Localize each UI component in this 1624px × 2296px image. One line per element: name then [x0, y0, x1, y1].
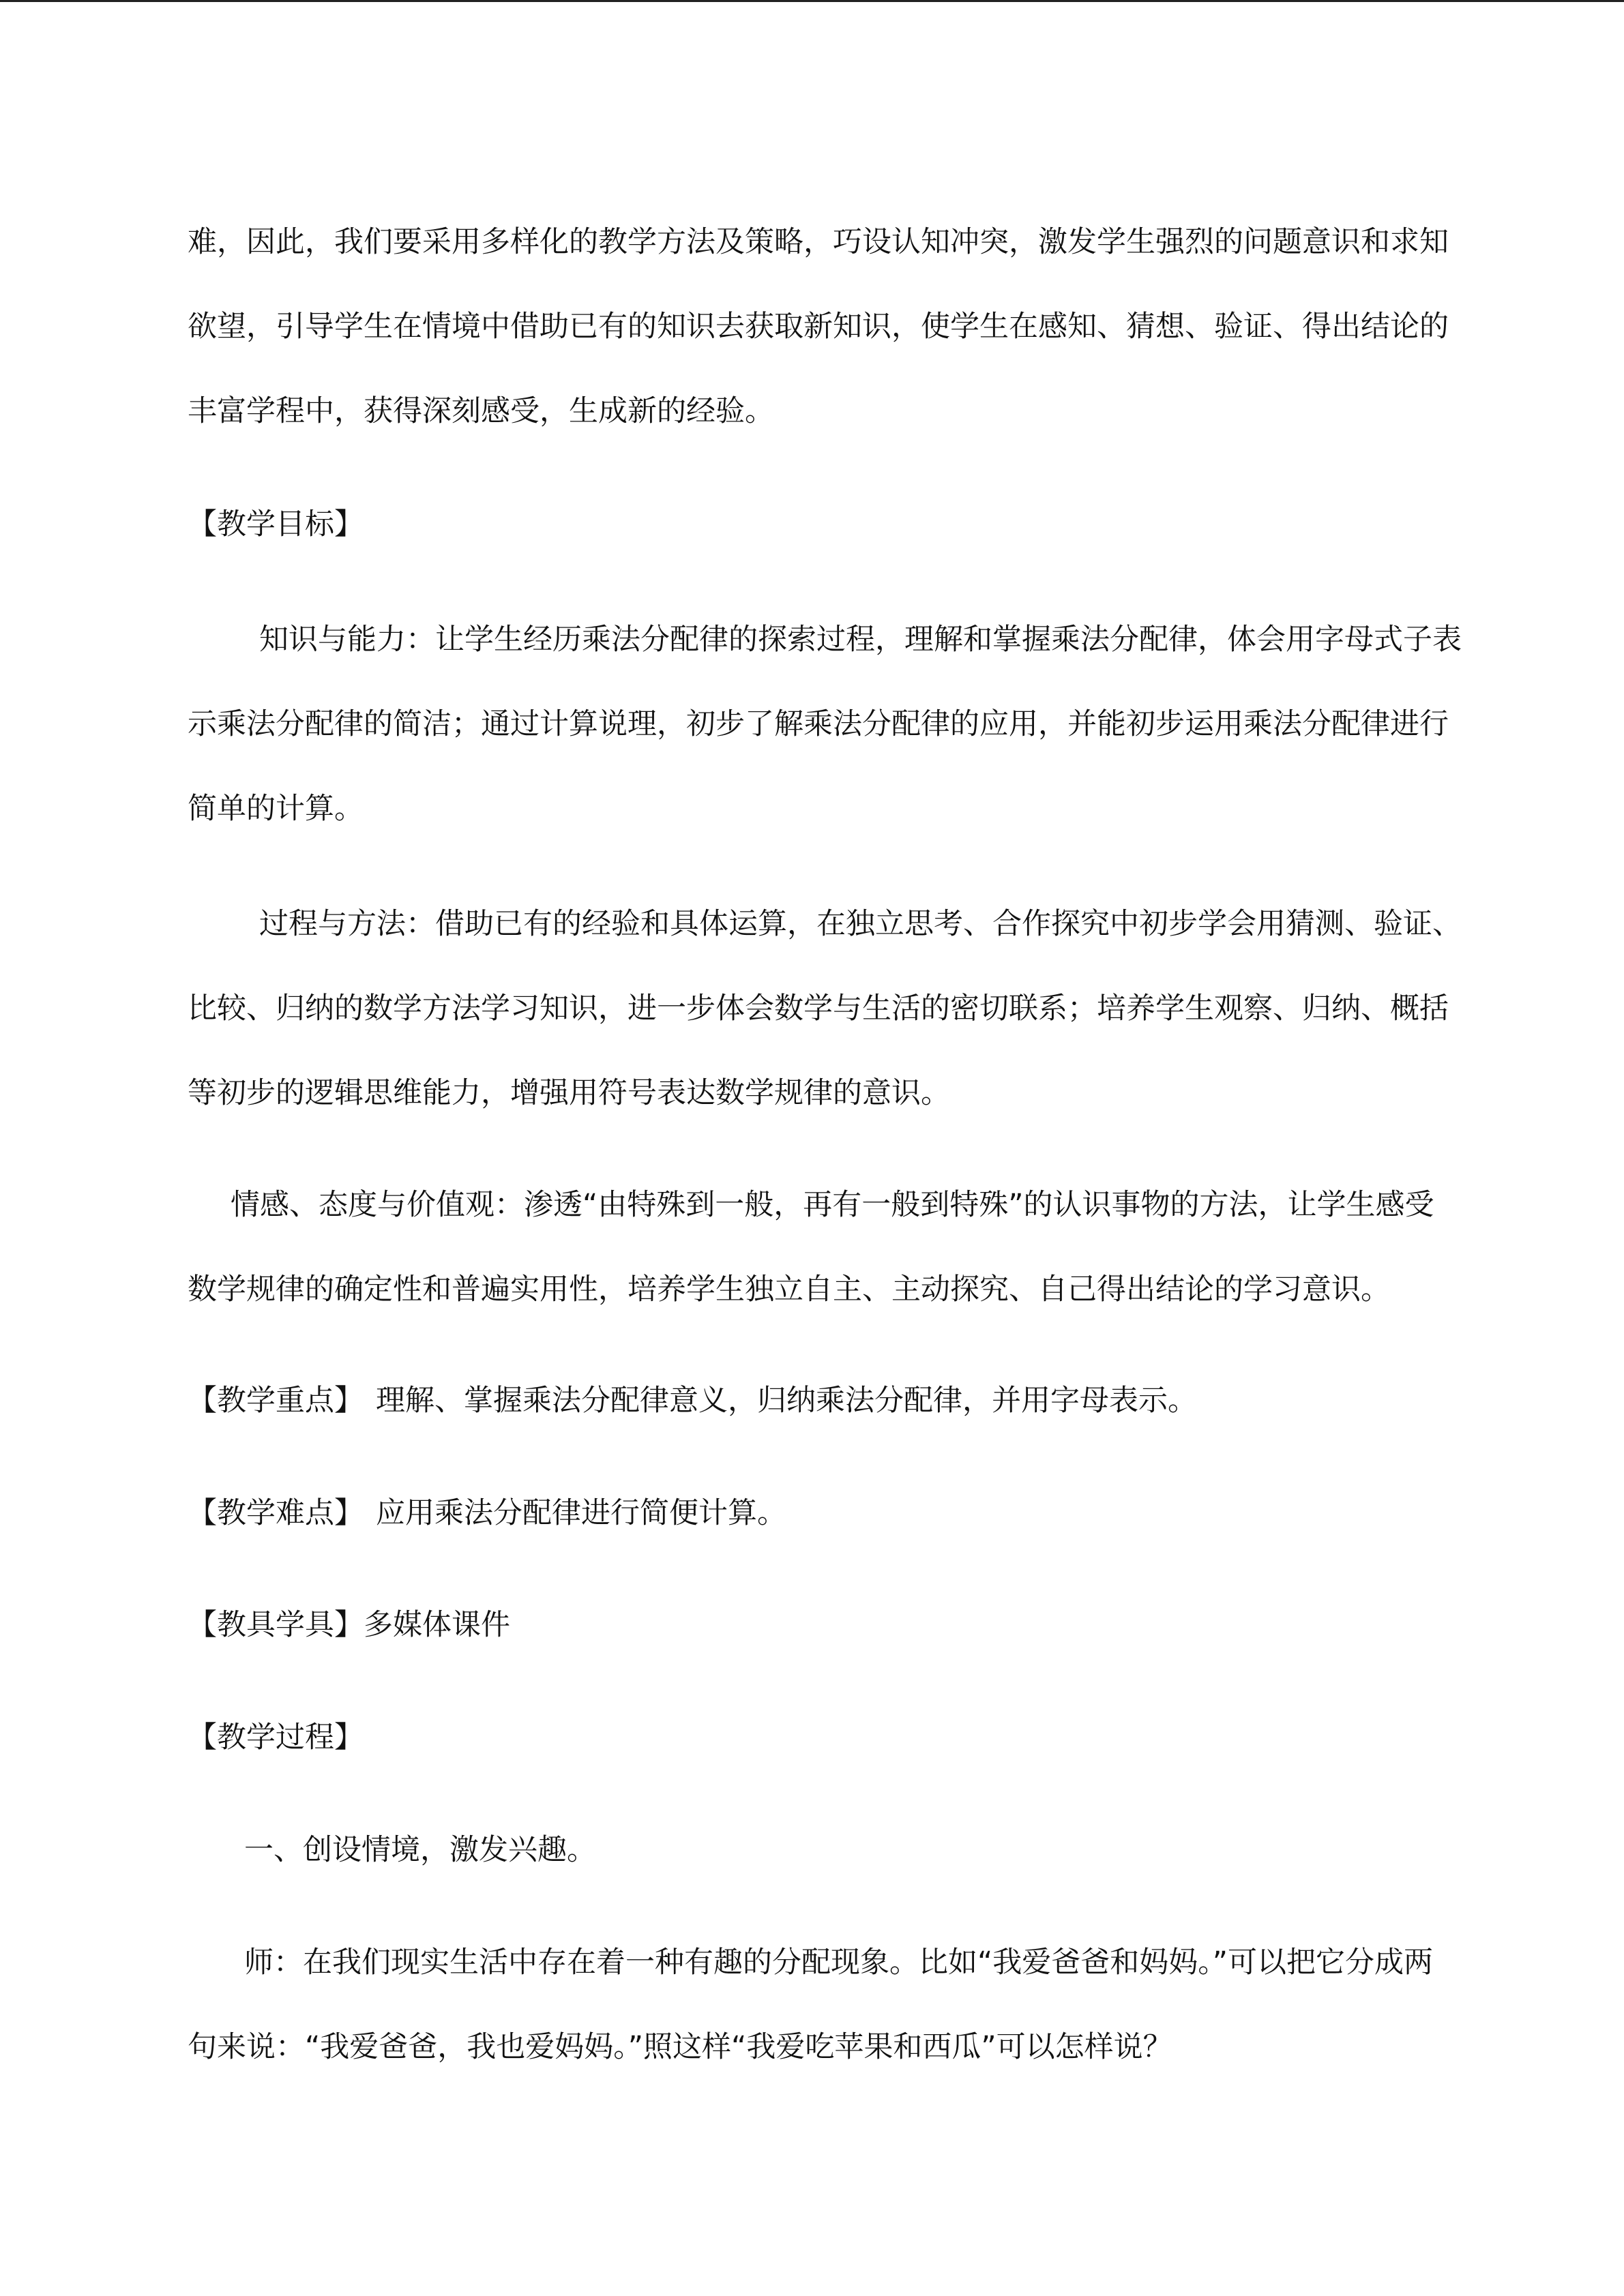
section-one-heading: 一、创设情境，激发兴趣。: [244, 1833, 596, 1867]
difficulty-label: 【教学难点】: [188, 1496, 364, 1530]
teacher-line-2: 句来说：“我爱爸爸，我也爱妈妈。”照这样“我爱吃苹果和西瓜”可以怎样说？: [188, 2030, 1172, 2064]
tools-row: [188, 1605, 510, 1645]
key-point-label: 【教学重点】: [188, 1384, 364, 1418]
difficulty-row: [188, 1493, 786, 1534]
key-point-text: 理解、掌握乘法分配律意义，归纳乘法分配律，并用字母表示。: [376, 1384, 1197, 1418]
tools-label: 【教具学具】: [188, 1608, 364, 1642]
intro-line-1: 难，因此，我们要采用多样化的教学方法及策略，巧设认知冲突，激发学生强烈的问题意识和求知: [188, 225, 1449, 259]
intro-line-2: 欲望，引导学生在情境中借助已有的知识去获取新知识，使学生在感知、猜想、验证、得出结论的: [188, 310, 1449, 344]
difficulty-text: 应用乘法分配律进行简便计算。: [376, 1496, 786, 1530]
knowledge-line-2: 示乘法分配律的简洁；通过计算说理，初步了解乘法分配律的应用，并能初步运用乘法分配律进行: [188, 707, 1449, 741]
key-point-row: [188, 1380, 1197, 1421]
knowledge-line-3: 简单的计算。: [188, 792, 364, 826]
goals-heading: 【教学目标】: [188, 507, 364, 541]
process-method-line-3: 等初步的逻辑思维能力，增强用符号表达数学规律的意识。: [188, 1076, 950, 1110]
tools-text: 多媒体课件: [364, 1608, 510, 1642]
process-heading: 【教学过程】: [188, 1720, 364, 1755]
knowledge-line-1: 知识与能力：让学生经历乘法分配律的探索过程，理解和掌握乘法分配律，体会用字母式子表: [259, 623, 1462, 657]
emotion-line-1: 情感、态度与价值观：渗透“由特殊到一般，再有一般到特殊”的认识事物的方法，让学生感受: [231, 1188, 1434, 1222]
intro-line-3: 丰富学程中，获得深刻感受，生成新的经验。: [188, 394, 774, 428]
teacher-line-1: 师：在我们现实生活中存在着一种有趣的分配现象。比如“我爱爸爸和妈妈。”可以把它分成两: [244, 1945, 1434, 1980]
process-method-line-1: 过程与方法：借助已有的经验和具体运算，在独立思考、合作探究中初步学会用猜测、验证、: [259, 907, 1462, 941]
process-method-line-2: 比较、归纳的数学方法学习知识，进一步体会数学与生活的密切联系；培养学生观察、归纳、概括: [188, 992, 1449, 1026]
emotion-line-2: 数学规律的确定性和普遍实用性，培养学生独立自主、主动探究、自己得出结论的学习意识。: [188, 1272, 1390, 1307]
